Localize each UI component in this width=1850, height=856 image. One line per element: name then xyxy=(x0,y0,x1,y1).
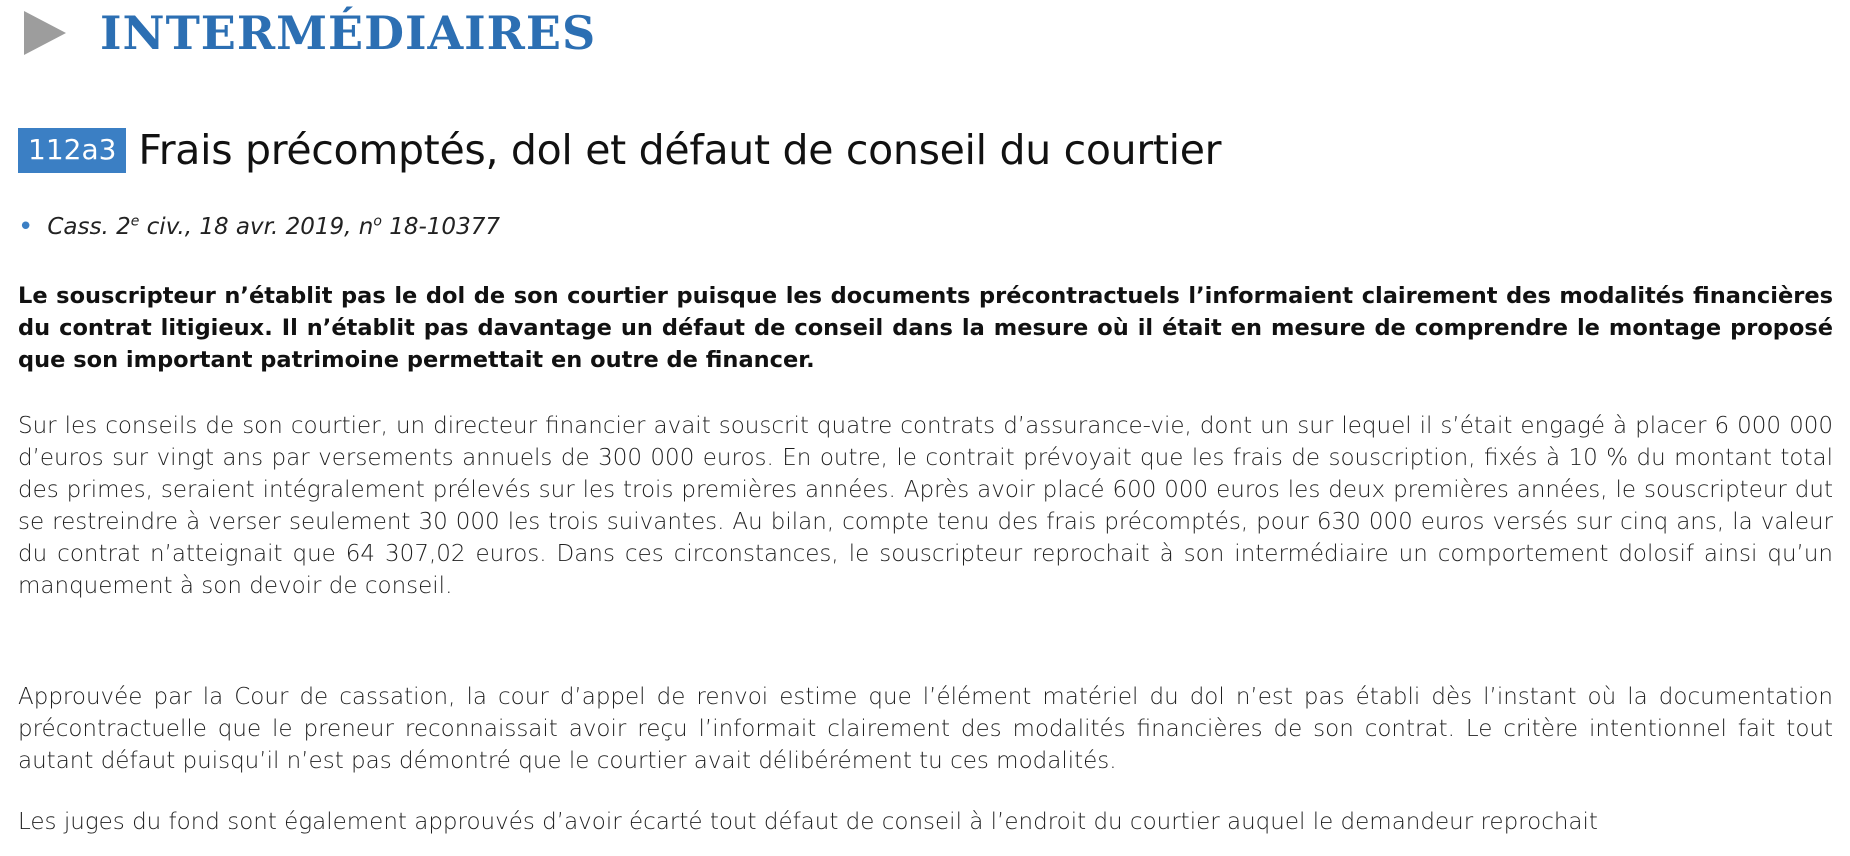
section-title: INTERMÉDIAIRES xyxy=(100,6,597,60)
summary-paragraph: Le souscripteur n’établit pas le dol de son courtier puisque les documents précontractuels l’informaient clairement des modalités financières du contrat litigieux. Il n’établit pas davantage un défaut de conseil dans la mesure où il était en mesure de comprendre le montage proposé que son important patrimoine permettait en outre de financer. xyxy=(18,283,1833,373)
bullet-icon: • xyxy=(18,212,34,242)
citation xyxy=(18,212,500,242)
citation-text xyxy=(47,214,500,240)
section-header xyxy=(24,4,596,62)
body-paragraph-1: Sur les conseils de son courtier, un directeur financier avait souscrit quatre contrats d’assurance-vie, dont un sur lequel il s’était engagé à placer 6 000 000 d’euros sur vingt ans par versements annuels de 300 000 euros. En outre, le contrait prévoyait que les frais de souscription, fixés à 10 % du montant total des primes, seraient intégralement prélevés sur les trois premières années. Après avoir placé 600 000 euros les deux premières années, le souscripteur dut se restreindre à verser seulement 30 000 les trois suivantes. Au bilan, compte tenu des frais précomptés, pour 630 000 euros versés sur cinq ans, la valeur du contrat n’atteignait que 64 307,02 euros. Dans ces circonstances, le souscripteur reprochait à son intermédiaire un comportement dolosif ainsi qu’un manquement à son devoir de conseil. xyxy=(18,413,1833,599)
body-paragraph-2: Approuvée par la Cour de cassation, la cour d’appel de renvoi estime que l’élément matériel du dol n’est pas établi dès l’instant où la documentation précontractuelle que le preneur reconnaissait avoir reçu l’informait clairement des modalités financières de son contrat. Le critère intentionnel fait tout autant défaut puisqu’il n’est pas démontré que le courtier avait délibérément tu ces modalités. xyxy=(18,684,1833,774)
article-number-badge: 112a3 xyxy=(18,128,126,173)
citation-superscript-e: e xyxy=(130,213,140,230)
body-paragraph-3: Les juges du fond sont également approuvés d’avoir écarté tout défaut de conseil à l’endroit du courtier auquel le demandeur reprochait xyxy=(18,809,1598,835)
citation-prefix: Cass. 2 xyxy=(47,214,131,240)
citation-superscript-o: o xyxy=(373,213,382,230)
citation-middle: civ., 18 avr. 2019, n xyxy=(139,214,374,240)
play-arrow-icon xyxy=(24,11,66,55)
article-title xyxy=(18,128,1221,173)
citation-suffix: 18-10377 xyxy=(381,214,500,240)
article-heading: Frais précomptés, dol et défaut de conseil du courtier xyxy=(138,126,1222,174)
